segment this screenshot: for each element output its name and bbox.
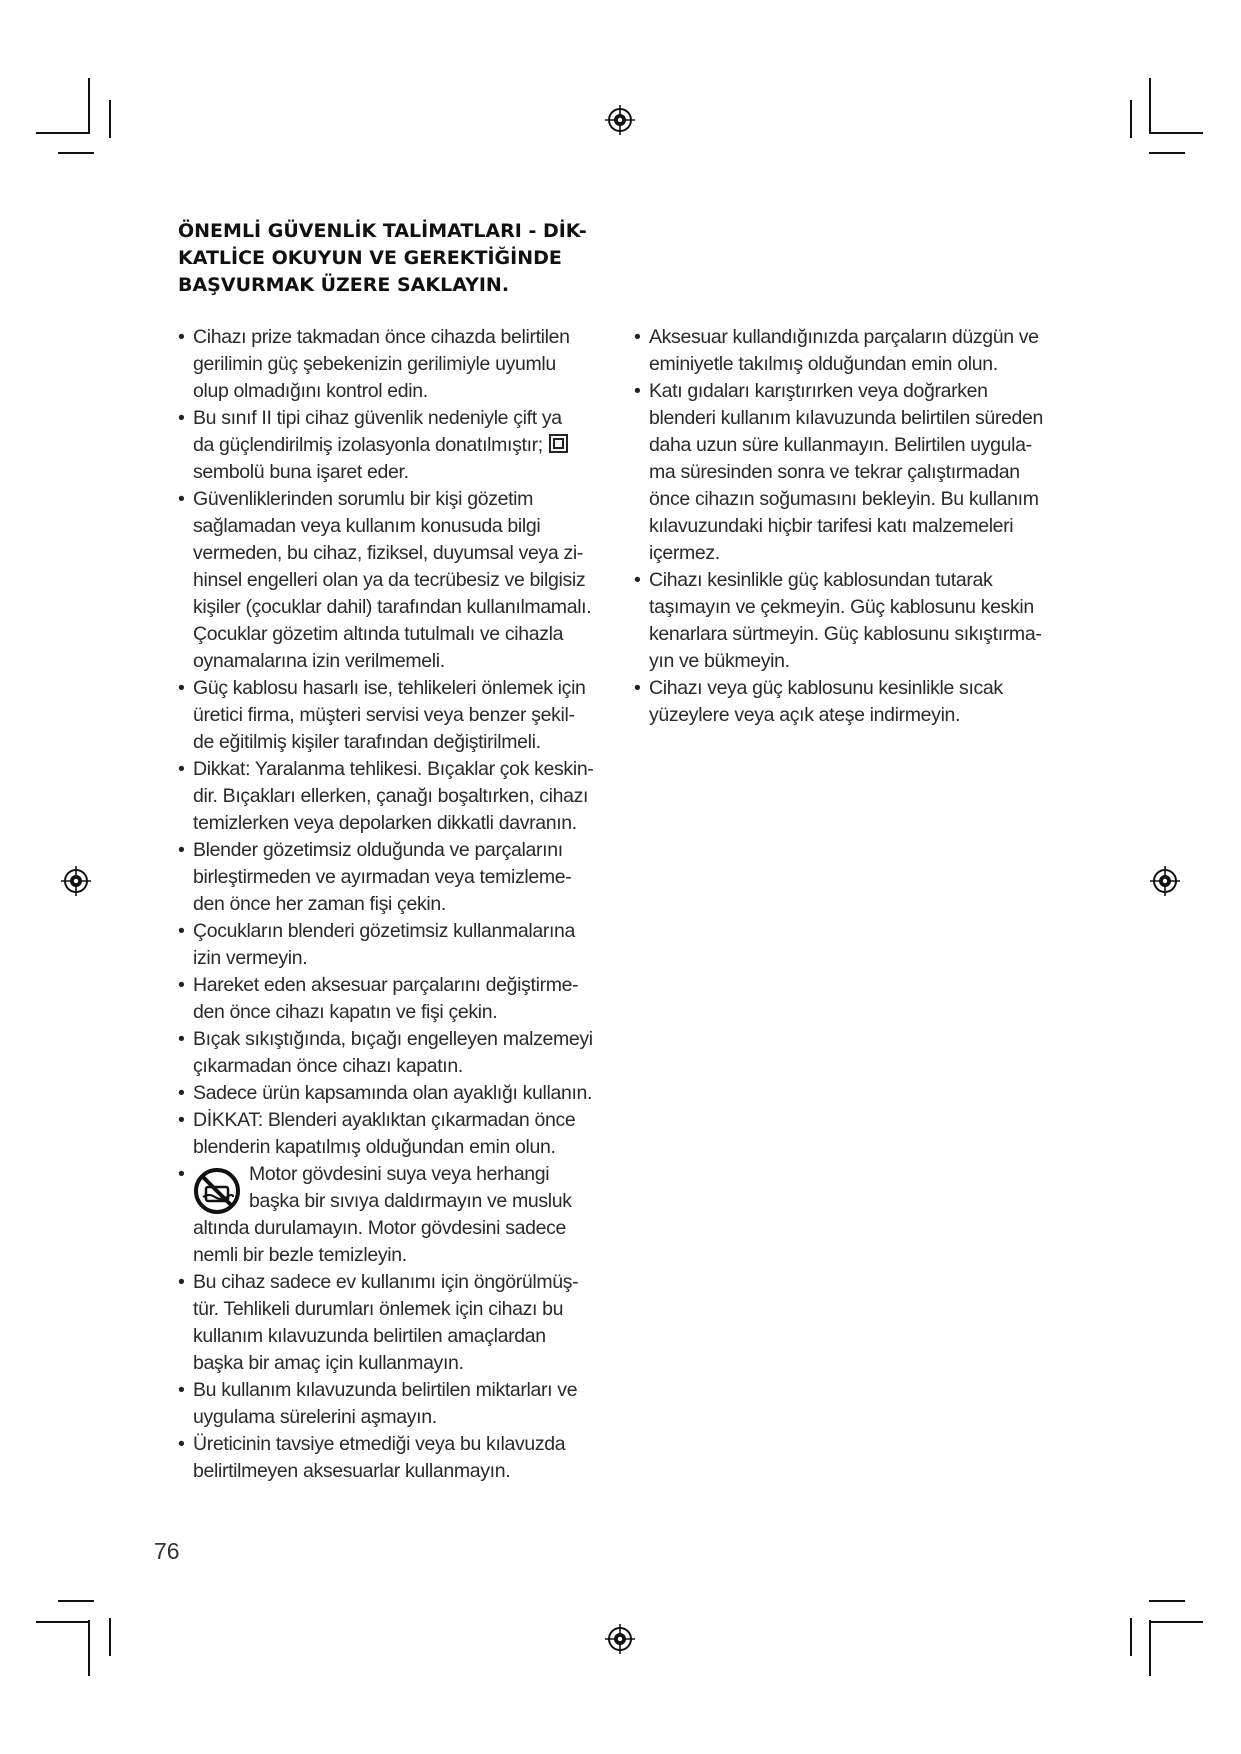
list-item: • Bu kullanım kılavuzunda belirtilen miktarları ve uygulama sürelerini aşmayın. — [178, 1377, 618, 1431]
title-line: BAŞVURMAK ÜZERE SAKLAYIN. — [178, 274, 510, 296]
list-item: • Güç kablosu hasarlı ise, tehlikeleri önlemek için üretici firma, müşteri servisi veya benzer şekil- de eğitilmiş kişiler tarafından değiştirilmeli. — [178, 675, 618, 756]
registration-mark-icon — [605, 1624, 635, 1654]
title-line: KATLİCE OKUYUN VE GEREKTİĞİNDE — [178, 247, 562, 269]
list-item: • Sadece ürün kapsamında olan ayaklığı kullanın. — [178, 1080, 618, 1107]
list-item: • Cihazı kesinlikle güç kablosundan tutarak taşımayın ve çekmeyin. Güç kablosunu keskin kenarlara sürtmeyin. Güç kablosunu sıkıştırma- yın ve bükmeyin. — [634, 567, 1074, 675]
registration-mark-icon — [61, 866, 91, 896]
list-item: • Cihazı veya güç kablosunu kesinlikle sıcak yüzeylere veya açık ateşe indirmeyin. — [634, 675, 1074, 729]
list-item: • DİKKAT: Blenderi ayaklıktan çıkarmadan önce blenderin kapatılmış olduğundan emin olun. — [178, 1107, 618, 1161]
left-column-list — [178, 324, 618, 1485]
title-line: ÖNEMLİ GÜVENLİK TALİMATLARI - DİK- — [178, 220, 587, 242]
page-number: 76 — [154, 1538, 180, 1564]
registration-mark-icon — [605, 105, 635, 135]
list-item: • Dikkat: Yaralanma tehlikesi. Bıçaklar çok keskin- dir. Bıçakları ellerken, çanağı boşaltırken, cihazı temizlerken veya depolarken dikkatli davranın. — [178, 756, 618, 837]
list-item: • Aksesuar kullandığınızda parçaların düzgün ve eminiyetle takılmış olduğundan emin olun. — [634, 324, 1074, 378]
list-item: • Katı gıdaları karıştırırken veya doğrarken blenderi kullanım kılavuzunda belirtilen süreden daha uzun süre kullanmayın. Belirtilen uygula- ma süresinden sonra ve tekrar çalıştırmadan önce cihazın soğumasını bekleyin. Bu kullanım kılavuzundaki hiçbir tarifesi katı malzemeleri içermez. — [634, 378, 1074, 567]
list-item: • Bıçak sıkıştığında, bıçağı engelleyen malzemeyi çıkarmadan önce cihazı kapatın. — [178, 1026, 618, 1080]
double-insulation-icon — [549, 434, 568, 453]
right-column-list — [634, 324, 1074, 729]
list-item: • Güvenliklerinden sorumlu bir kişi gözetim sağlamadan veya kullanım konusuda bilgi vermeden, bu cihaz, fiziksel, duyumsal veya zi- hinsel engelleri olan ya da tecrübesiz ve bilgisiz kişiler (çocuklar dahil) tarafından kullanılmamalı. Çocuklar gözetim altında tutulmalı ve cihazla oynamalarına izin verilmemeli. — [178, 486, 618, 675]
list-item: • Bu cihaz sadece ev kullanımı için öngörülmüş- tür. Tehlikeli durumları önlemek için cihazı bu kullanım kılavuzunda belirtilen amaçlardan başka bir amaç için kullanmayın. — [178, 1269, 618, 1377]
no-immersion-icon — [193, 1167, 241, 1215]
list-item: • Blender gözetimsiz olduğunda ve parçalarını birleştirmeden ve ayırmadan veya temizleme- den önce her zaman fişi çekin. — [178, 837, 618, 918]
list-item: • Motor gövdesini suya veya herhangi başka bir sıvıya daldırmayın ve musluk altında durulamayın. Motor gövdesini sadece nemli bir bezle temizleyin. — [178, 1161, 618, 1269]
list-item: • Çocukların blenderi gözetimsiz kullanmalarına izin vermeyin. — [178, 918, 618, 972]
list-item: • Üreticinin tavsiye etmediği veya bu kılavuzda belirtilmeyen aksesuarlar kullanmayın. — [178, 1431, 618, 1485]
registration-mark-icon — [1150, 866, 1180, 896]
page-title — [178, 218, 618, 299]
list-item: • Cihazı prize takmadan önce cihazda belirtilen gerilimin güç şebekenizin gerilimiyle uyumlu olup olmadığını kontrol edin. — [178, 324, 618, 405]
list-item: • Bu sınıf II tipi cihaz güvenlik nedeniyle çift ya da güçlendirilmiş izolasyonla donatılmıştır; sembolü buna işaret eder. — [178, 405, 618, 486]
list-item: • Hareket eden aksesuar parçalarını değiştirme- den önce cihazı kapatın ve fişi çekin. — [178, 972, 618, 1026]
